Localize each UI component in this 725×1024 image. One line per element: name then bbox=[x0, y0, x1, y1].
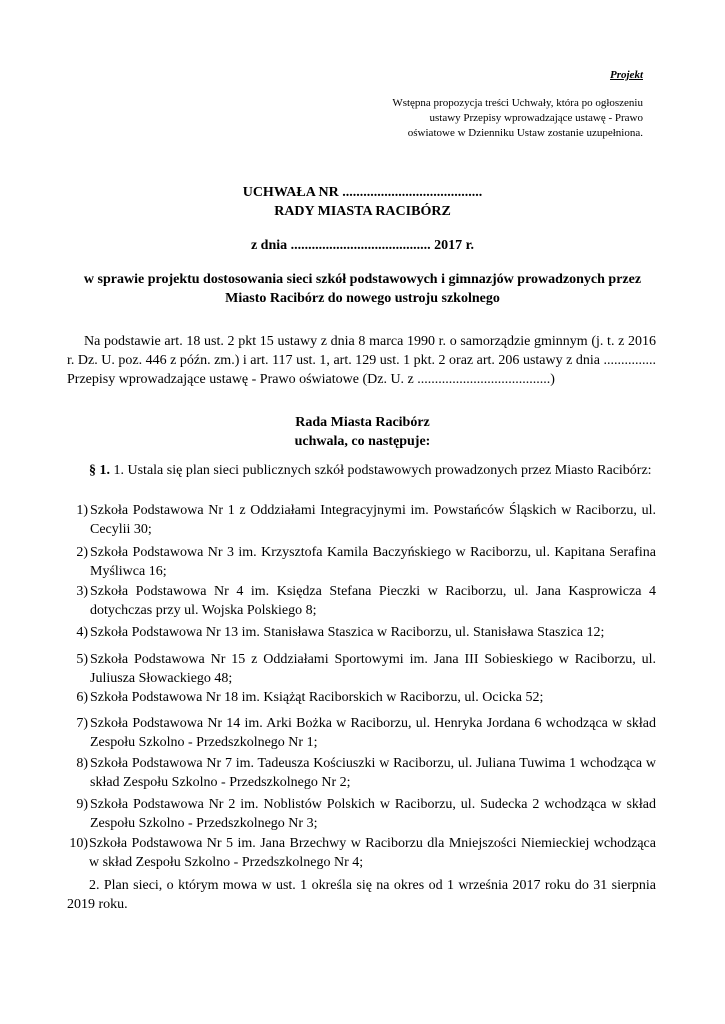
list-item bbox=[63, 834, 656, 872]
list-item bbox=[67, 543, 656, 581]
resolution-date: z dnia ........................................ 2017 r. bbox=[250, 238, 475, 253]
list-item bbox=[67, 501, 656, 539]
list-item-number: 6) bbox=[76, 690, 88, 705]
list-item-text: Szkoła Podstawowa Nr 15 z Oddziałami Sportowymi im. Jana III Sobieskiego w Raciborzu, ul. Juliusza Słowackiego 48; bbox=[90, 652, 656, 686]
list-item bbox=[67, 795, 656, 833]
list-item-number: 9) bbox=[76, 797, 88, 812]
section-1-label: § 1. bbox=[89, 463, 110, 478]
list-item-number: 4) bbox=[76, 625, 88, 640]
list-item bbox=[67, 688, 656, 707]
list-item bbox=[67, 582, 656, 620]
section-1 bbox=[67, 461, 656, 480]
list-item-text: Szkoła Podstawowa Nr 14 im. Arki Bożka w Raciborzu, ul. Henryka Jordana 6 wchodząca w skład Zespołu Szkolno - Przedszkolnego Nr 1; bbox=[90, 716, 656, 750]
list-item-text: Szkoła Podstawowa Nr 18 im. Książąt Raciborskich w Raciborzu, ul. Ocicka 52; bbox=[90, 690, 544, 705]
resolution-number: UCHWAŁA NR ........................................ bbox=[242, 185, 483, 200]
list-item bbox=[67, 714, 656, 752]
list-item-text: Szkoła Podstawowa Nr 7 im. Tadeusza Kościuszki w Raciborzu, ul. Juliana Tuwima 1 wchodząca w skład Zespołu Szkolno - Przedszkolnego Nr 2; bbox=[90, 756, 656, 790]
section-1-text: 1. Ustala się plan sieci publicznych szkół podstawowych prowadzonych przez Miasto Racibórz: bbox=[110, 463, 652, 478]
project-label: Projekt bbox=[610, 69, 643, 81]
section-1-paragraph-2: 2. Plan sieci, o którym mowa w ust. 1 określa się na okres od 1 września 2017 roku do 31 sierpnia 2019 roku. bbox=[67, 878, 656, 912]
list-item-number: 7) bbox=[76, 716, 88, 731]
resolution-title bbox=[0, 183, 725, 221]
list-item-number: 10) bbox=[69, 836, 88, 851]
list-item-number: 1) bbox=[76, 503, 88, 518]
list-item bbox=[67, 650, 656, 688]
council-line-2: uchwala, co następuje: bbox=[294, 434, 431, 449]
council-decision-heading bbox=[0, 413, 725, 451]
list-item-number: 8) bbox=[76, 756, 88, 771]
council-name: RADY MIASTA RACIBÓRZ bbox=[274, 204, 451, 219]
preliminary-note: Wstępna propozycja treści Uchwały, która po ogłoszeniu ustawy Przepisy wprowadzające ustawę - Prawo oświatowe w Dzienniku Ustaw zostanie uzupełniona. bbox=[392, 97, 643, 139]
list-item-text: Szkoła Podstawowa Nr 1 z Oddziałami Integracyjnymi im. Powstańców Śląskich w Raciborzu, ul. Cecylii 30; bbox=[90, 503, 656, 537]
list-item-text: Szkoła Podstawowa Nr 4 im. Księdza Stefana Pieczki w Raciborzu, ul. Jana Kasprowicza 4 dotychczas przy ul. Wojska Polskiego 8; bbox=[90, 584, 656, 618]
list-item-text: Szkoła Podstawowa Nr 13 im. Stanisława Staszica w Raciborzu, ul. Stanisława Staszica 12; bbox=[90, 625, 605, 640]
legal-basis: Na podstawie art. 18 ust. 2 pkt 15 ustawy z dnia 8 marca 1990 r. o samorządzie gminnym (j. t. z 2016 r. Dz. U. poz. 446 z późn. zm.) i art. 117 ust. 1, art. 129 ust. 1 pkt. 2 oraz art. 206 ustawy z dnia ............... Przepisy wprowadzające ustawę - Prawo oświatowe (Dz. U. z ......................................) bbox=[67, 334, 656, 387]
list-item-text: Szkoła Podstawowa Nr 3 im. Krzysztofa Kamila Baczyńskiego w Raciborzu, ul. Kapitana Serafina Myśliwca 16; bbox=[90, 545, 656, 579]
list-item-text: Szkoła Podstawowa Nr 2 im. Noblistów Polskich w Raciborzu, ul. Sudecka 2 wchodząca w skład Zespołu Szkolno - Przedszkolnego Nr 3; bbox=[90, 797, 656, 831]
list-item-number: 3) bbox=[76, 584, 88, 599]
list-item bbox=[67, 623, 656, 642]
resolution-subject: w sprawie projektu dostosowania sieci szkół podstawowych i gimnazjów prowadzonych przez Miasto Racibórz do nowego ustroju szkolnego bbox=[83, 272, 642, 306]
list-item-text: Szkoła Podstawowa Nr 5 im. Jana Brzechwy w Raciborzu dla Mniejszości Niemieckiej wchodząca w skład Zespołu Szkolno - Przedszkolnego Nr 4; bbox=[89, 836, 656, 870]
council-line-1: Rada Miasta Racibórz bbox=[295, 415, 430, 430]
list-item-number: 2) bbox=[76, 545, 88, 560]
list-item bbox=[67, 754, 656, 792]
list-item-number: 5) bbox=[76, 652, 88, 667]
